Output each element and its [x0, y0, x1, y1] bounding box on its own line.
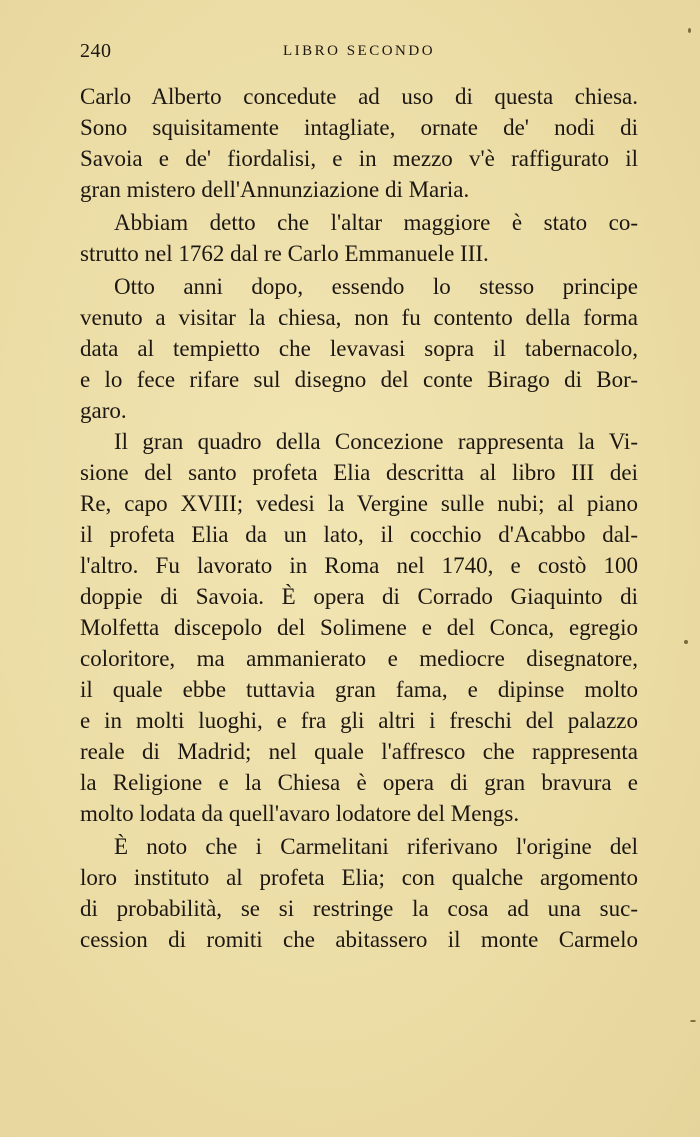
text-line: sione del santo profeta Elia descritta al libro III dei — [80, 460, 638, 485]
page-header — [80, 40, 638, 70]
text-line: È noto che i Carmelitani riferivano l'origine del — [114, 834, 638, 859]
paper-speck — [684, 640, 688, 644]
text-line: cession di romiti che abitassero il monte Carmelo — [80, 927, 638, 952]
text-line: l'altro. Fu lavorato in Roma nel 1740, e costò 100 — [80, 553, 638, 578]
text-line: il profeta Elia da un lato, il cocchio d'Acabbo dal- — [80, 522, 638, 547]
text-line: coloritore, ma ammanierato e mediocre disegnatore, — [80, 646, 638, 671]
text-line: Carlo Alberto concedute ad uso di questa chiesa. — [80, 84, 638, 109]
text-line: e lo fece rifare sul disegno del conte Birago di Bor- — [80, 367, 638, 392]
text-line: venuto a visitar la chiesa, non fu contento della forma — [80, 305, 638, 330]
text-line: Abbiam detto che l'altar maggiore è stato co- — [114, 210, 638, 235]
text-line: la Religione e la Chiesa è opera di gran bravura e — [80, 770, 638, 795]
running-head: LIBRO SECONDO — [282, 43, 436, 59]
text-line: Re, capo XVIII; vedesi la Vergine sulle nubi; al piano — [80, 491, 638, 516]
text-line: data al tempietto che levavasi sopra il tabernacolo, — [80, 336, 638, 361]
text-line: gran mistero dell'Annunziazione di Maria. — [80, 177, 470, 202]
text-line: di probabilità, se si restringe la cosa ad una suc- — [80, 896, 638, 921]
text-line: loro instituto al profeta Elia; con qualche argomento — [80, 865, 638, 890]
text-line: garo. — [80, 398, 127, 423]
text-line: e in molti luoghi, e fra gli altri i freschi del palazzo — [80, 708, 638, 733]
text-line: Molfetta discepolo del Solimene e del Conca, egregio — [80, 615, 638, 640]
text-line: reale di Madrid; nel quale l'affresco che rappresenta — [80, 739, 638, 764]
text-line: Savoia e de' fiordalisi, e in mezzo v'è raffigurato il — [80, 146, 638, 171]
text-line: molto lodata da quell'avaro lodatore del Mengs. — [80, 801, 520, 826]
page-number: 240 — [80, 40, 112, 62]
text-line: Sono squisitamente intagliate, ornate de' nodi di — [80, 115, 638, 140]
text-line: doppie di Savoia. È opera di Corrado Giaquinto di — [80, 584, 638, 609]
paper-speck — [690, 1020, 696, 1022]
text-line: il quale ebbe tuttavia gran fama, e dipinse molto — [80, 677, 638, 702]
body-text — [80, 81, 638, 955]
text-line: Otto anni dopo, essendo lo stesso principe — [114, 274, 638, 299]
text-line: strutto nel 1762 dal re Carlo Emmanuele III. — [80, 241, 489, 266]
text-line: Il gran quadro della Concezione rappresenta la Vi- — [114, 429, 638, 454]
paper-speck — [688, 28, 691, 33]
